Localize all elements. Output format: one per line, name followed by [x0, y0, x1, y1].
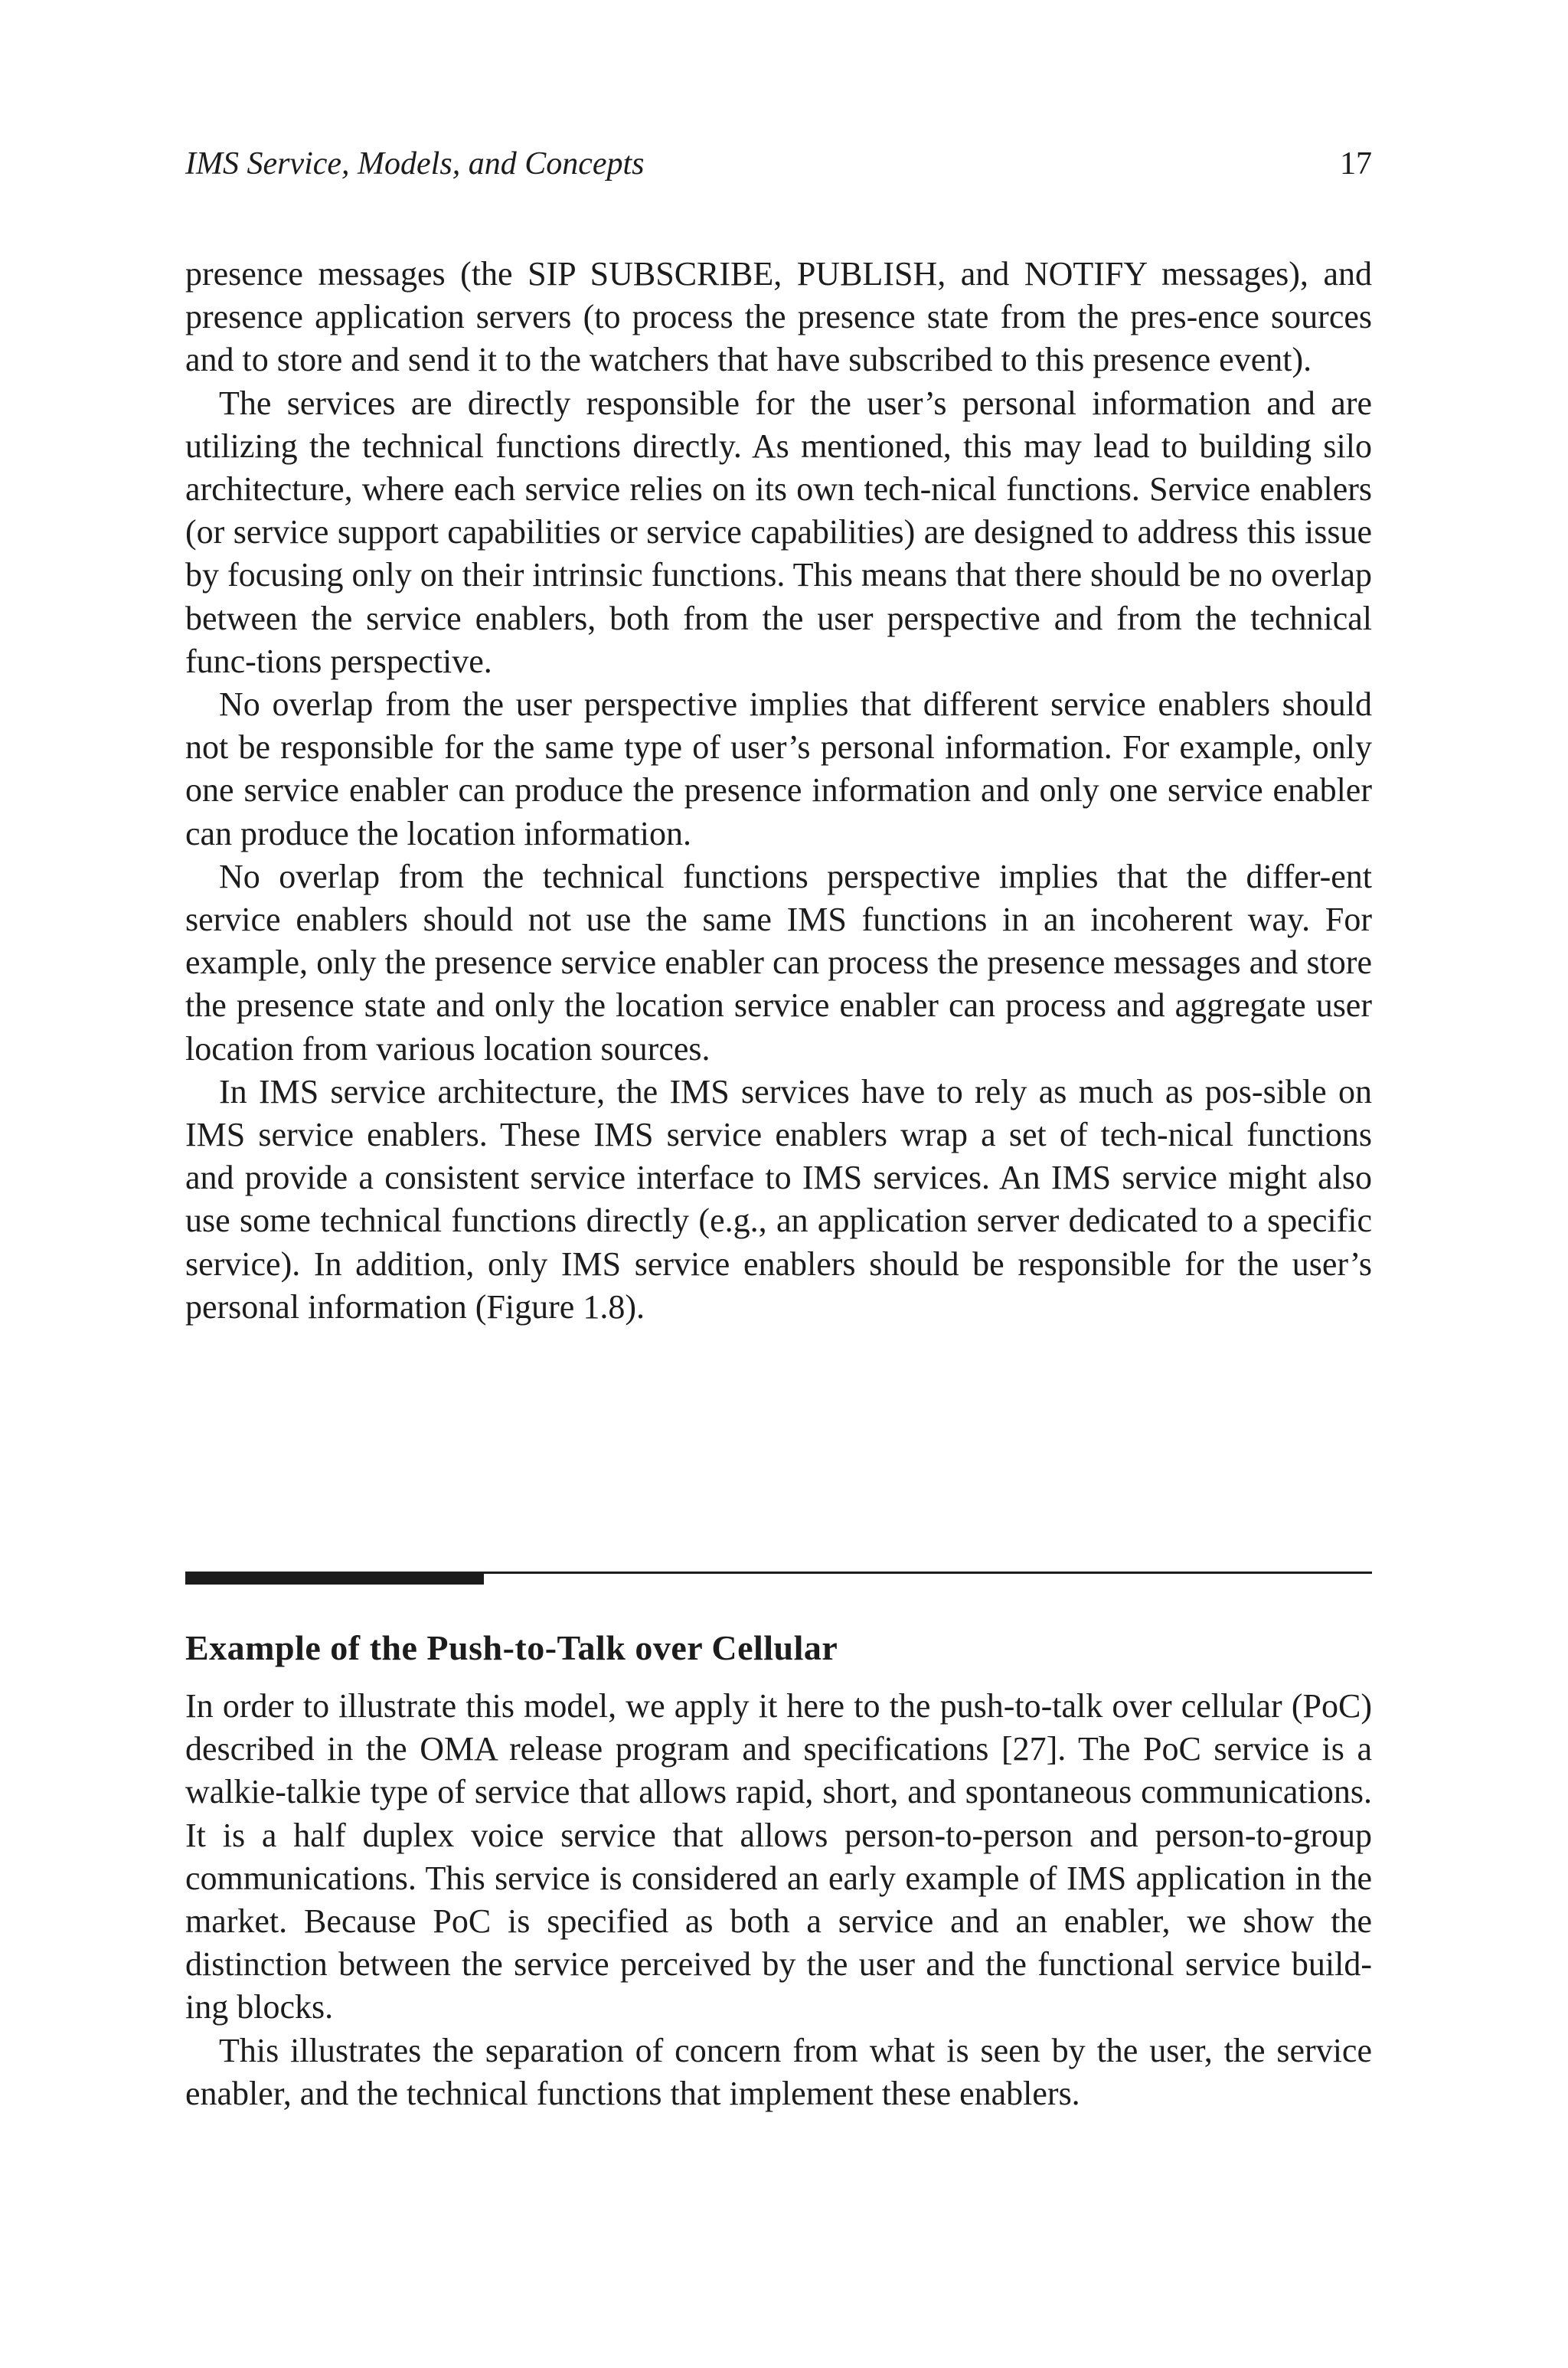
paragraph: No overlap from the user perspective implies that different service enablers should not be responsible for the same type of user’s personal information. For example, only one service enabler can produce the presence information and only one service enabler can produce the location information.: [185, 685, 1372, 852]
upper-body-text: [185, 253, 1372, 1329]
running-header: [185, 141, 1372, 187]
paragraph: The services are directly responsible for the user’s personal information and are utilizing the technical functions directly. As mentioned, this may lead to building silo architecture, where each service relies on its own tech-nical functions. Service enablers (or service support capabilities or service capabilities) are designed to address this issue by focusing only on their intrinsic functions. This means that there should be no overlap between the service enablers, both from the user perspective and from the technical func-tions perspective.: [185, 384, 1372, 680]
paragraph: In order to illustrate this model, we apply it here to the push-to-talk over cellular (PoC) described in the OMA release program and specifications [27]. The PoC service is a walkie-talkie type of service that allows rapid, short, and spontaneous communications. It is a half duplex voice service that allows person-to-person and person-to-group communications. This service is considered an early example of IMS application in the market. Because PoC is specified as both a service and an enabler, we show the distinction between the service perceived by the user and the functional service build-ing blocks.: [185, 1687, 1372, 2026]
page-number: 17: [1340, 146, 1372, 182]
running-title: IMS Service, Models, and Concepts: [185, 146, 645, 182]
section-rule-thin: [484, 1572, 1372, 1574]
section-body-text: [185, 1685, 1372, 2115]
paragraph: This illustrates the separation of concern from what is seen by the user, the service enabler, and the technical functions that implement these enablers.: [185, 2031, 1372, 2112]
section-heading: Example of the Push-to-Talk over Cellular: [185, 1628, 838, 1667]
paragraph: No overlap from the technical functions perspective implies that the differ-ent service enablers should not use the same IMS functions in an incoherent way. For example, only the presence service enabler can process the presence messages and store the presence state and only the location service enabler can process and aggregate user location from various location sources.: [185, 857, 1372, 1068]
section-rule-thick: [185, 1572, 484, 1585]
paragraph: presence messages (the SIP SUBSCRIBE, PUBLISH, and NOTIFY messages), and presence application servers (to process the presence state from the pres-ence sources and to store and send it to the watchers that have subscribed to this presence event).: [185, 255, 1372, 379]
paragraph: In IMS service architecture, the IMS services have to rely as much as pos-sible on IMS service enablers. These IMS service enablers wrap a set of tech-nical functions and provide a consistent service interface to IMS services. An IMS service might also use some technical functions directly (e.g., an application server dedicated to a specific service). In addition, only IMS service enablers should be responsible for the user’s personal information (Figure 1.8).: [185, 1072, 1372, 1326]
